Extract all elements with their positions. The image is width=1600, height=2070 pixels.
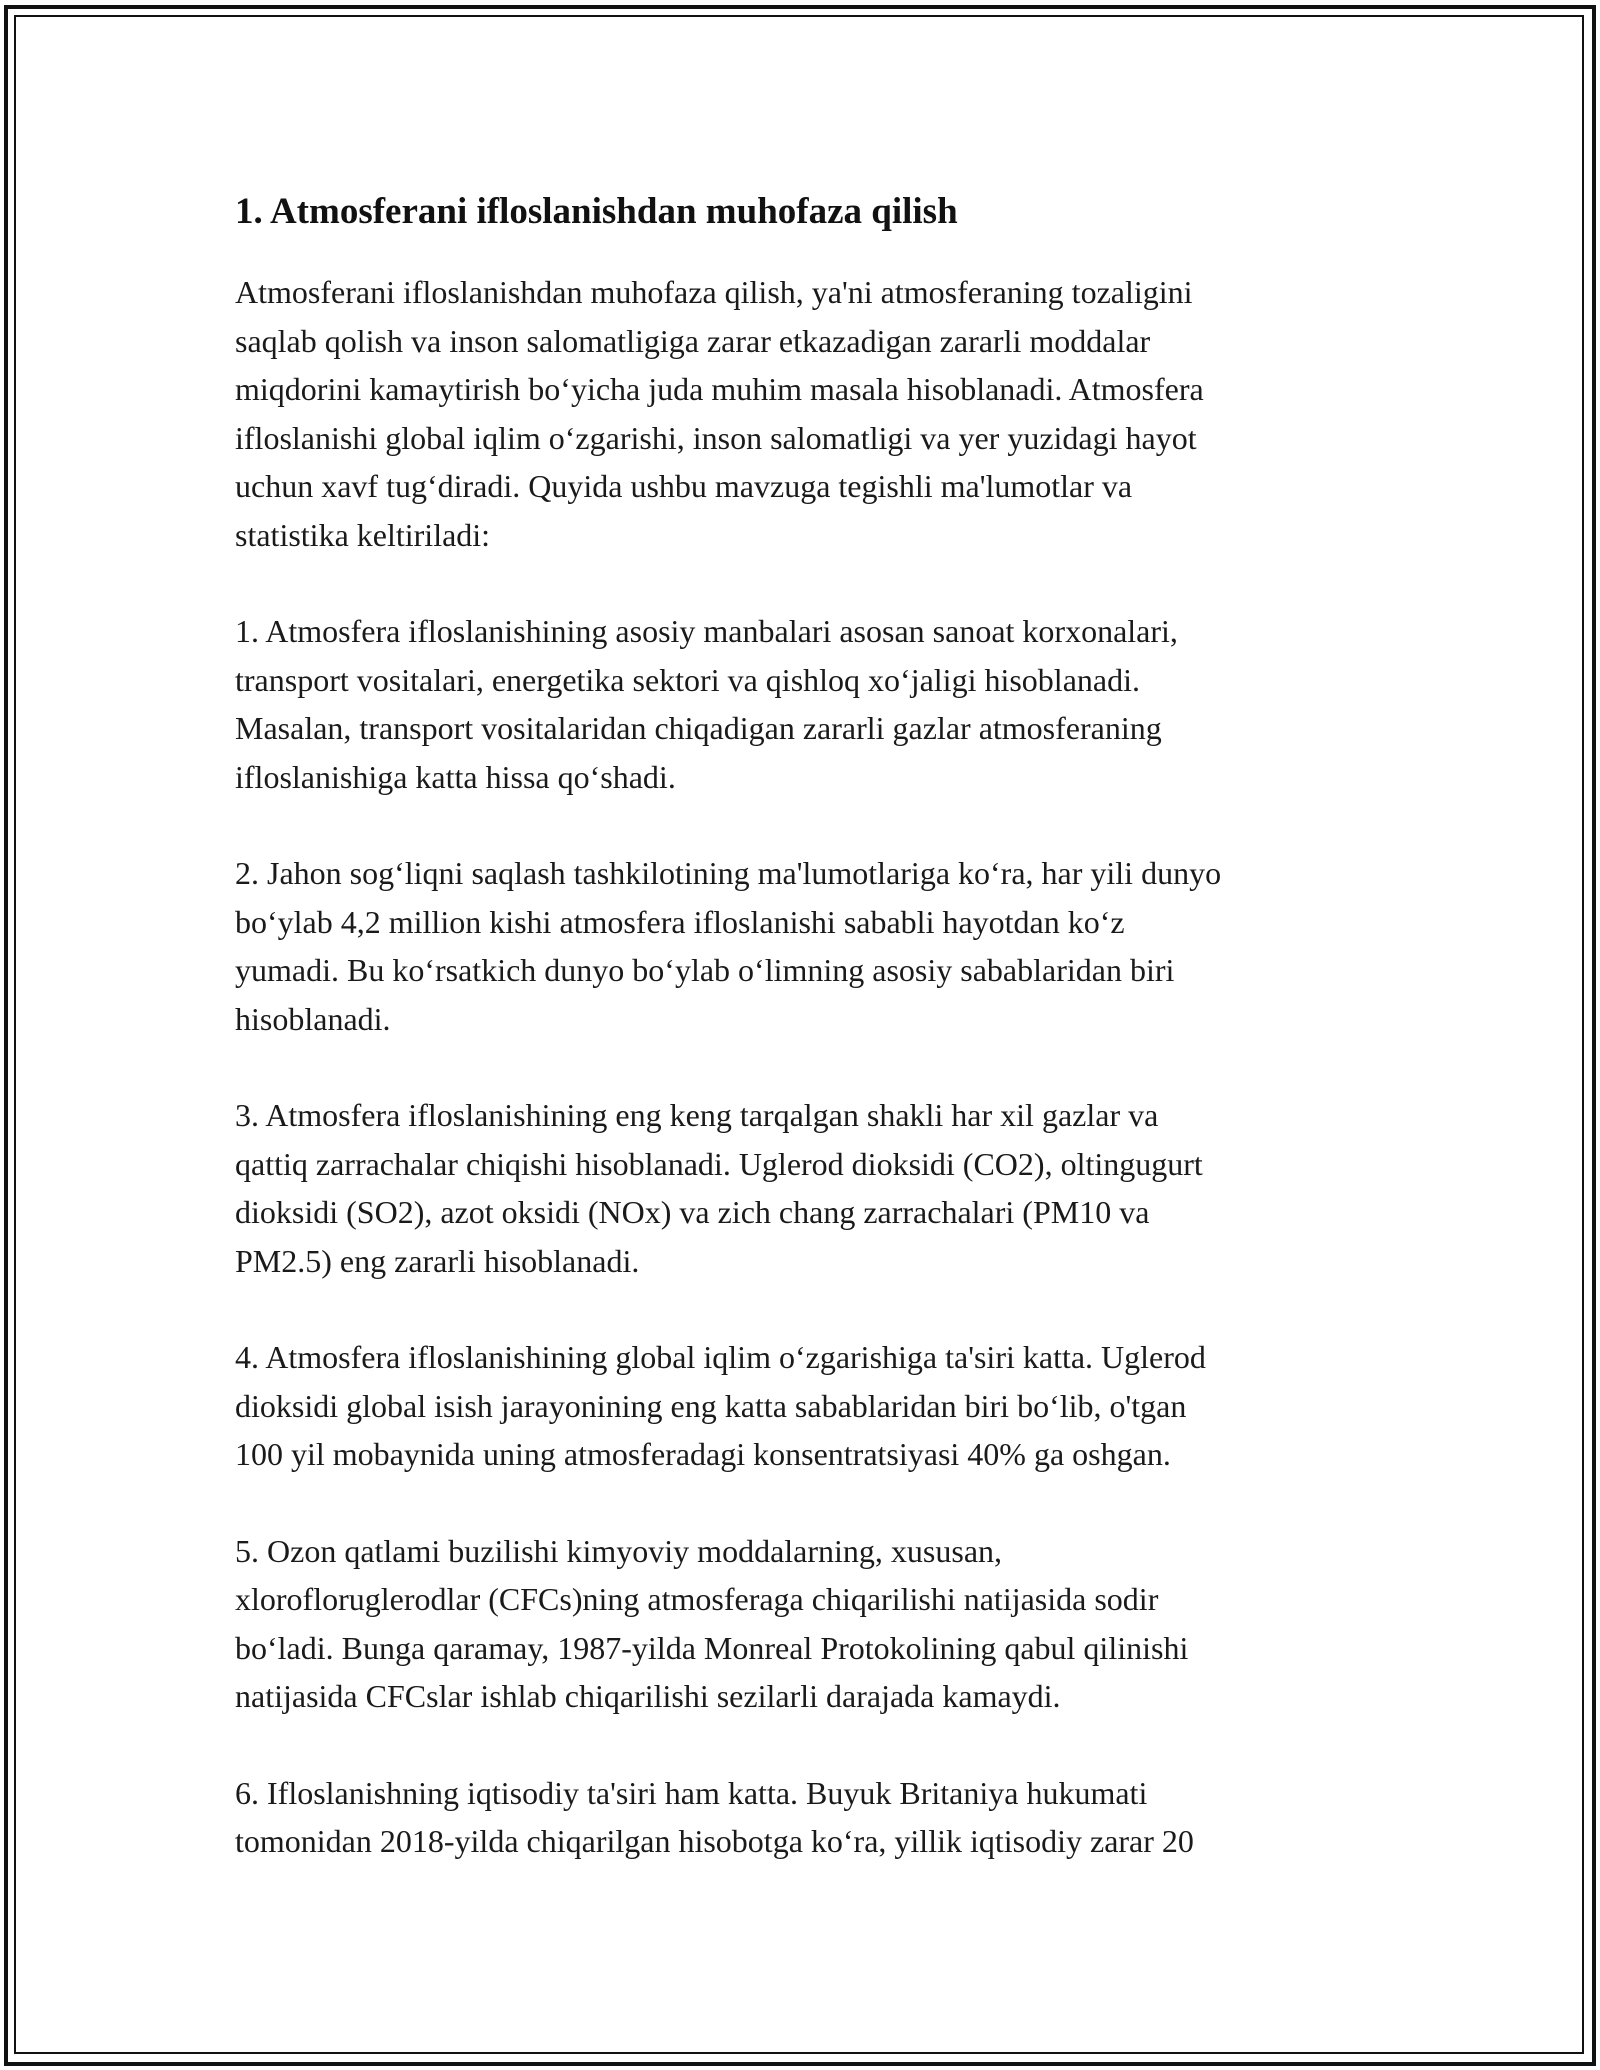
list-item-3: 3. Atmosfera ifloslanishining eng keng tarqalgan shakli har xil gazlar va qattiq zarrachalar chiqishi hisoblanadi. Uglerod dioksidi (CO2), oltingugurt dioksidi (SO2), azot oksidi (NOx) va zich chang zarrachalari (PM10 va PM2.5) eng zararli hisoblanadi. [235, 1097, 1203, 1279]
list-item-5: 5. Ozon qatlami buzilishi kimyoviy moddalarning, xususan, xlorofloruglerodlar (CFCs)ning atmosferaga chiqarilishi natijasida sodir bo‘ladi. Bunga qaramay, 1987-yilda Monreal Protokolining qabul qilinishi natijasida CFCslar ishlab chiqarilishi sezilarli darajada kamaydi. [235, 1532, 1189, 1714]
page-title: 1. Atmosferani ifloslanishdan muhofaza qilish [235, 191, 958, 232]
list-item-6: 6. Ifloslanishning iqtisodiy ta'siri ham katta. Buyuk Britaniya hukumati tomonidan 2018-yilda chiqarilgan hisobotga ko‘ra, yillik iqtisodiy zarar 20 [235, 1774, 1194, 1859]
list-item-2: 2. Jahon sog‘liqni saqlash tashkilotining ma'lumotlariga ko‘ra, har yili dunyo bo‘ylab 4,2 million kishi atmosfera ifloslanishi sababli hayotdan ko‘z yumadi. Bu ko‘rsatkich dunyo bo‘ylab o‘limning asosiy sabablaridan biri hisoblanadi. [235, 855, 1222, 1037]
list-item-4: 4. Atmosfera ifloslanishining global iqlim o‘zgarishiga ta'siri katta. Uglerod dioksidi global isish jarayonining eng katta sabablaridan biri bo‘lib, o'tgan 100 yil mobaynida uning atmosferadagi konsentratsiyasi 40% ga oshgan. [235, 1339, 1206, 1472]
list-item-1: 1. Atmosfera ifloslanishining asosiy manbalari asosan sanoat korxonalari, transport vositalari, energetika sektori va qishloq xo‘jaligi hisoblanadi. Masalan, transport vositalaridan chiqadigan zararli gazlar atmosferaning ifloslanishiga katta hissa qo‘shadi. [235, 613, 1178, 795]
intro-paragraph: Atmosferani ifloslanishdan muhofaza qilish, ya'ni atmosferaning tozaligini saqlab qolish va inson salomatligiga zarar etkazadigan zararli moddalar miqdorini kamaytirish bo‘yicha juda muhim masala hisoblanadi. Atmosfera ifloslanishi global iqlim o‘zgarishi, inson salomatligi va yer yuzidagi hayot uchun xavf tug‘diradi. Quyida ushbu mavzuga tegishli ma'lumotlar va statistika keltiriladi: [235, 274, 1204, 553]
document-body [235, 188, 1375, 1866]
